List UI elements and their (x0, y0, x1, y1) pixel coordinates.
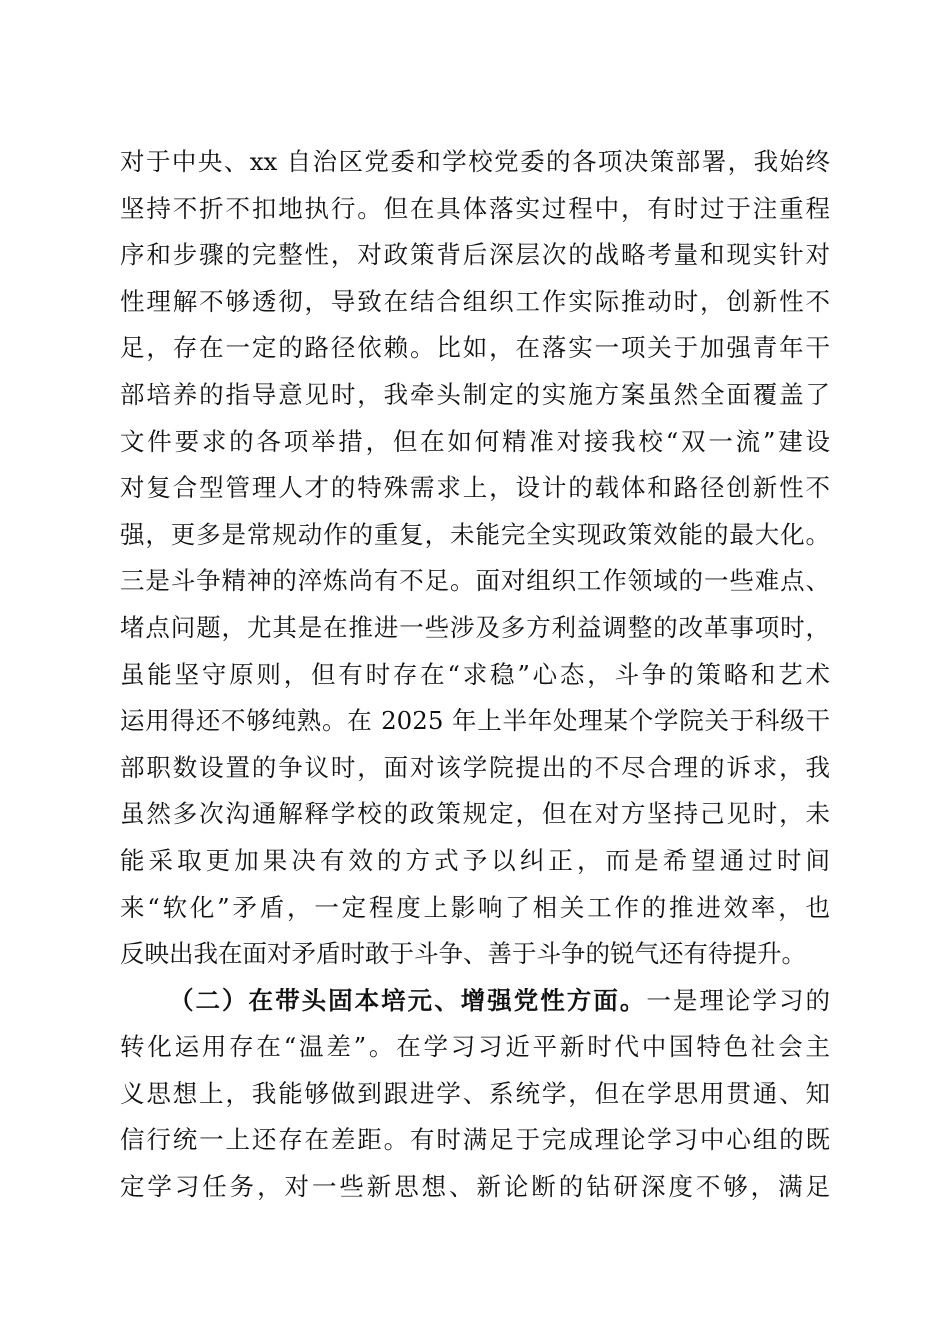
text-line: 坚持不折不扣地执行。但在具体落实过程中，有时过于注重程 (120, 193, 830, 223)
text-line: 部职数设置的争议时，面对该学院提出的不尽合理的诉求，我 (120, 752, 830, 782)
text-line: 足，存在一定的路径依赖。比如，在落实一项关于加强青年干 (120, 333, 830, 363)
document-body (120, 139, 830, 1211)
text-line: 虽然多次沟通解释学校的政策规定，但在对方坚持己见时，未 (120, 799, 830, 829)
text-line: 反映出我在面对矛盾时敢于斗争、善于斗争的锐气还有待提升。 (120, 939, 806, 969)
text-line: 对于中央、xx 自治区党委和学校党委的各项决策部署，我始终 (120, 147, 830, 176)
paragraph-2 (120, 978, 830, 1211)
text-line: 对复合型管理人才的特殊需求上，设计的载体和路径创新性不 (120, 473, 830, 503)
text-line: 文件要求的各项举措，但在如何精准对接我校“双一流”建设 (120, 426, 830, 456)
text-line: 信行统一上还存在差距。有时满足于完成理论学习中心组的既 (120, 1125, 830, 1155)
text-line: 义思想上，我能够做到跟进学、系统学，但在学思用贯通、知 (120, 1078, 830, 1108)
text-line: 虽能坚守原则，但有时存在“求稳”心态，斗争的策略和艺术 (120, 659, 830, 689)
text-line: 堵点问题，尤其是在推进一些涉及多方利益调整的改革事项时， (120, 612, 830, 642)
text-line: 来“软化”矛盾，一定程度上影响了相关工作的推进效率，也 (120, 892, 830, 922)
text-line (120, 978, 830, 1025)
text-line: 能采取更加果决有效的方式予以纠正，而是希望通过时间 (120, 845, 830, 875)
section-heading: （二）在带头固本培元、增强党性方面。 (169, 985, 647, 1015)
text-line: 三是斗争精神的淬炼尚有不足。面对组织工作领域的一些难点、 (120, 566, 830, 596)
text-line: 性理解不够透彻，导致在结合组织工作实际推动时，创新性不 (120, 286, 830, 316)
text-line: 序和步骤的完整性，对政策背后深层次的战略考量和现实针对 (120, 240, 830, 270)
text-line: 部培养的指导意见时，我牵头制定的实施方案虽然全面覆盖了 (120, 379, 830, 409)
text-line: 强，更多是常规动作的重复，未能完全实现政策效能的最大化。 (120, 519, 830, 549)
text-line: 转化运用存在“温差”。在学习习近平新时代中国特色社会主 (120, 1032, 830, 1062)
heading-line-continuation: 一是理论学习的 (646, 985, 830, 1015)
text-line: 定学习任务，对一些新思想、新论断的钻研深度不够，满足 (120, 1172, 830, 1202)
text-line: 运用得还不够纯熟。在 2025 年上半年处理某个学院关于科级干 (120, 706, 830, 736)
paragraph-1 (120, 139, 830, 978)
